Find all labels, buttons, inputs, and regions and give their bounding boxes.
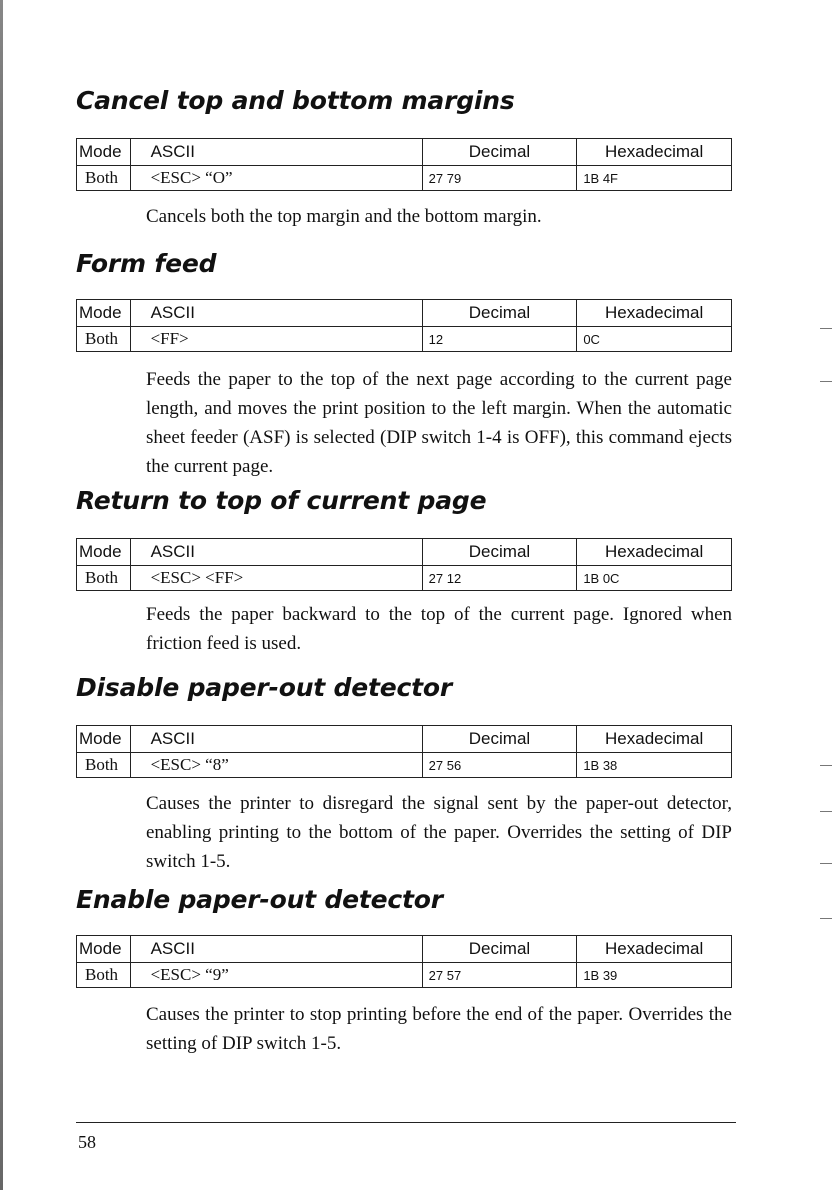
- header-ascii: ASCII: [130, 936, 422, 963]
- page-number: 58: [78, 1132, 96, 1152]
- command-table: [76, 725, 732, 778]
- header-ascii: ASCII: [130, 539, 422, 566]
- section-description: Feeds the paper backward to the top of the current page. Ignored when friction feed is used.: [146, 604, 732, 654]
- header-hex: Hexadecimal: [577, 300, 732, 327]
- cell-mode: Both: [77, 753, 131, 778]
- cell-hex: 1B 4F: [577, 166, 732, 191]
- cell-decimal: 27 57: [422, 963, 577, 988]
- cell-decimal: 27 12: [422, 566, 577, 591]
- header-mode: Mode: [77, 139, 131, 166]
- table-row: [77, 753, 732, 778]
- table-header-row: [77, 539, 732, 566]
- cell-decimal: 12: [422, 327, 577, 352]
- table-row: [77, 166, 732, 191]
- section-disable-paper-out: [76, 673, 736, 872]
- cell-mode: Both: [77, 327, 131, 352]
- section-title: Form feed: [76, 249, 217, 278]
- cell-hex: 1B 39: [577, 963, 732, 988]
- section-description: Cancels both the top margin and the bottom margin.: [146, 206, 542, 227]
- cell-ascii: <ESC> <FF>: [130, 566, 422, 591]
- header-ascii: ASCII: [130, 726, 422, 753]
- cell-decimal: 27 79: [422, 166, 577, 191]
- cell-decimal: 27 56: [422, 753, 577, 778]
- header-ascii: ASCII: [130, 300, 422, 327]
- section-description: Causes the printer to disregard the signal sent by the paper-out detector, enabling printing to the bottom of the paper. Overrides the setting of DIP switch 1-5.: [146, 793, 732, 872]
- header-mode: Mode: [77, 936, 131, 963]
- table-row: [77, 566, 732, 591]
- footer-rule: [76, 1122, 736, 1123]
- header-mode: Mode: [77, 726, 131, 753]
- cell-hex: 0C: [577, 327, 732, 352]
- section-title: Return to top of current page: [76, 486, 487, 515]
- section-form-feed: [76, 249, 736, 477]
- section-description: Causes the printer to stop printing before the end of the paper. Overrides the setting of DIP switch 1-5.: [146, 1004, 732, 1054]
- cell-ascii: <ESC> “8”: [130, 753, 422, 778]
- header-mode: Mode: [77, 539, 131, 566]
- command-table: [76, 299, 732, 352]
- cell-mode: Both: [77, 566, 131, 591]
- section-cancel-margins: [76, 86, 736, 227]
- table-row: [77, 963, 732, 988]
- cell-ascii: <FF>: [130, 327, 422, 352]
- header-decimal: Decimal: [422, 726, 577, 753]
- table-header-row: [77, 139, 732, 166]
- table-row: [77, 327, 732, 352]
- header-mode: Mode: [77, 300, 131, 327]
- header-decimal: Decimal: [422, 139, 577, 166]
- cell-ascii: <ESC> “O”: [130, 166, 422, 191]
- header-decimal: Decimal: [422, 539, 577, 566]
- header-hex: Hexadecimal: [577, 726, 732, 753]
- section-description: Feeds the paper to the top of the next page according to the current page length, and moves the print position to the left margin. When the automatic sheet feeder (ASF) is selected (DIP switch 1-4 is OFF), this command ejects the current page.: [146, 369, 732, 477]
- header-decimal: Decimal: [422, 936, 577, 963]
- command-table: [76, 935, 732, 988]
- scan-edge: [0, 0, 3, 1190]
- cell-mode: Both: [77, 963, 131, 988]
- header-ascii: ASCII: [130, 139, 422, 166]
- cell-ascii: <ESC> “9”: [130, 963, 422, 988]
- section-title: Enable paper-out detector: [76, 885, 443, 914]
- cell-mode: Both: [77, 166, 131, 191]
- table-header-row: [77, 300, 732, 327]
- header-hex: Hexadecimal: [577, 539, 732, 566]
- header-decimal: Decimal: [422, 300, 577, 327]
- section-title: Cancel top and bottom margins: [76, 86, 515, 115]
- command-table: [76, 538, 732, 591]
- cell-hex: 1B 0C: [577, 566, 732, 591]
- header-hex: Hexadecimal: [577, 936, 732, 963]
- cell-hex: 1B 38: [577, 753, 732, 778]
- command-table: [76, 138, 732, 191]
- section-enable-paper-out: [76, 885, 736, 1054]
- table-header-row: [77, 936, 732, 963]
- section-return-top: [76, 486, 736, 654]
- section-title: Disable paper-out detector: [76, 673, 452, 702]
- table-header-row: [77, 726, 732, 753]
- header-hex: Hexadecimal: [577, 139, 732, 166]
